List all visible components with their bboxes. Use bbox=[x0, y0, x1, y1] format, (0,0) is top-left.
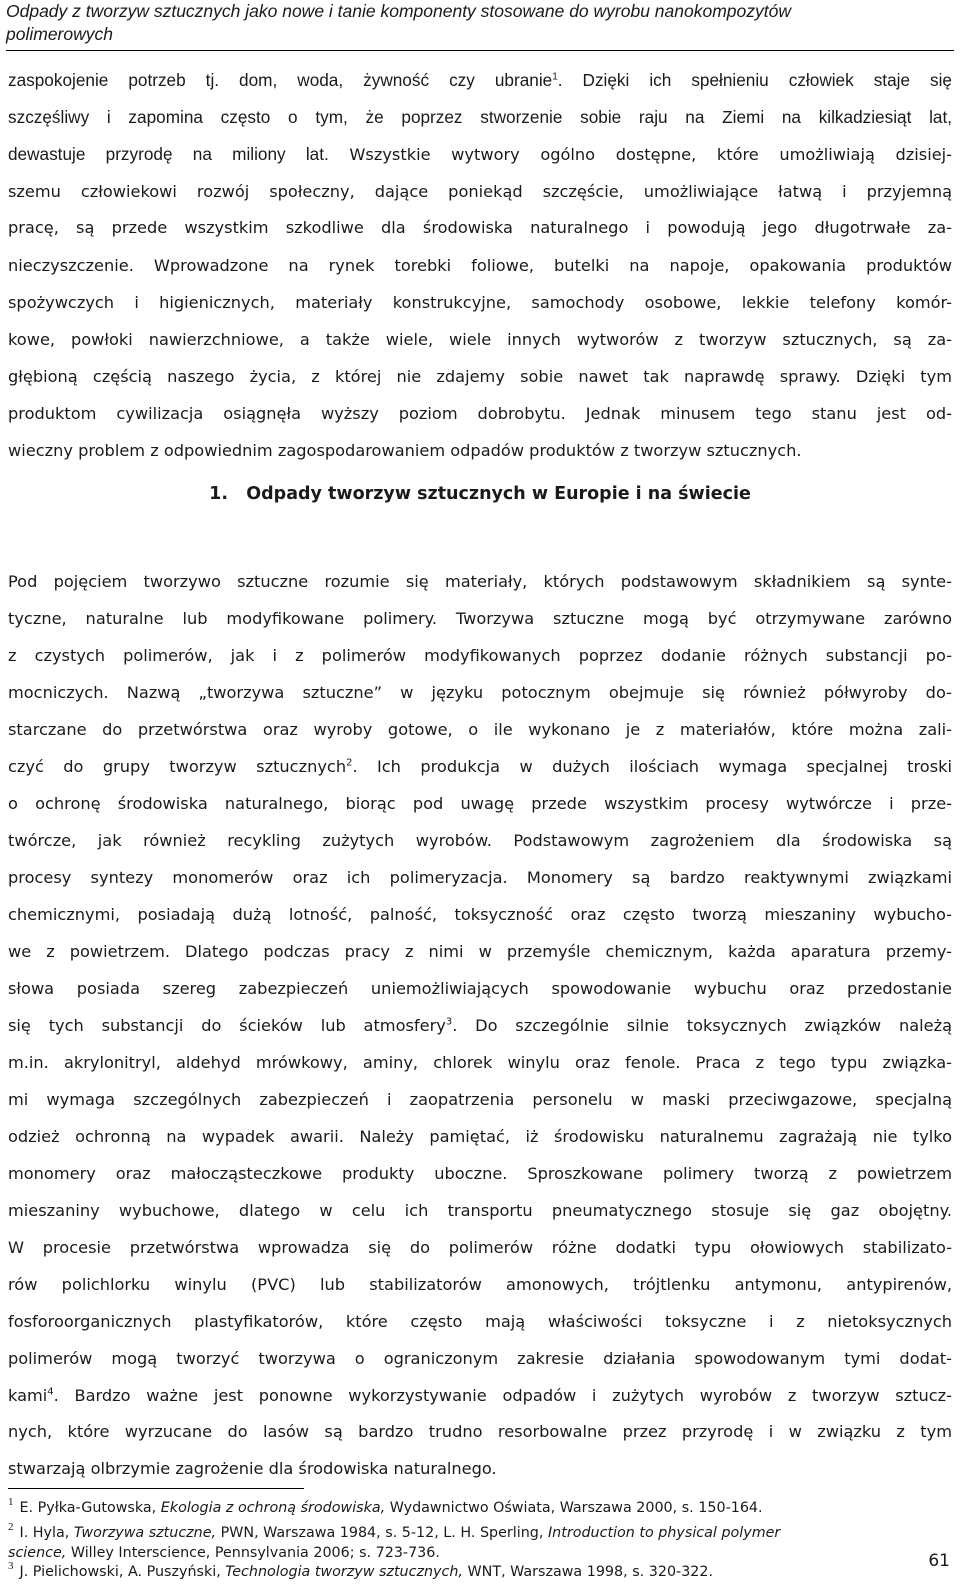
para1-line-4: szemu człowiekowi rozwój społeczny, dające poniekąd szczęście, umożliwiające łatwą i przyjemną bbox=[8, 182, 952, 201]
para2-line-18: mieszaniny wybuchowe, dlatego w celu ich transportu pneumatycznego stosuje się gaz obojętny. bbox=[8, 1201, 952, 1220]
footnote-separator bbox=[8, 1488, 304, 1489]
footnote-3: $^3$ J. Pielichowski, A. Puszyński, Technologia tworzyw sztucznych, WNT, Warszawa 1998, s. 320-322. bbox=[8, 1560, 714, 1580]
para2-line-10: chemicznymi, posiadają dużą lotność, palność, toksyczność oraz często tworzą mieszaniny wybucho- bbox=[8, 905, 952, 924]
para2-line-2: tyczne, naturalne lub modyfikowane polimery. Tworzywa sztuczne mogą być otrzymywane zarówno bbox=[8, 609, 952, 628]
para2-line-24: nych, które wyrzucane do lasów są bardzo trudno resorbowalne przez przyrodę i w związku z tym bbox=[8, 1422, 952, 1441]
para1-line-6: nieczyszczenie. Wprowadzone na rynek torebki foliowe, butelki na napoje, opakowania produktów bbox=[8, 256, 952, 275]
footnote-2: $^2$ I. Hyla, Tworzywa sztuczne, PWN, Warszawa 1984, s. 5-12, L. H. Sperling, Introduction to physical polymer bbox=[8, 1521, 781, 1541]
footnote-ref-4: 4 bbox=[47, 1386, 54, 1398]
para2-line-22: polimerów mogą tworzyć tworzywa o ograniczonym zakresie działania spowodowanym tymi dodat- bbox=[8, 1349, 952, 1368]
footnote-ref-2: 2 bbox=[346, 757, 353, 769]
para1-line-3: dewastuje przyrodę na miliony lat. Wszystkie wytwory ogólno dostępne, które umożliwiają dzisiej- bbox=[8, 144, 952, 164]
para2-line-15: mi wymaga szczególnych zabezpieczeń i zaopatrzenia personelu w maski przeciwgazowe, specjalną bbox=[8, 1090, 952, 1109]
para2-line-14: m.in. akrylonitryl, aldehyd mrówkowy, aminy, chlorek winylu oraz fenole. Praca z tego typu związka- bbox=[8, 1053, 952, 1072]
footnote-number: 2 bbox=[8, 1521, 14, 1533]
para2-line-23: kami$^4$. Bardzo ważne jest ponowne wykorzystywanie odpadów i zużytych wyrobów z tworzyw sztucz- bbox=[8, 1386, 952, 1405]
footnote-1: $^1$ E. Pyłka-Gutowska, Ekologia z ochroną środowiska, Wydawnictwo Oświata, Warszawa 2000, s. 150-164. bbox=[8, 1496, 763, 1516]
footnote-number: 3 bbox=[8, 1560, 14, 1572]
footnote-number: 1 bbox=[8, 1496, 14, 1508]
para2-line-5: starczane do przetwórstwa oraz wyroby gotowe, o ile wykonano je z materiałów, które można zali- bbox=[8, 720, 952, 739]
para2-line-1: Pod pojęciem tworzywo sztuczne rozumie się materiały, których podstawowym składnikiem są synte- bbox=[8, 572, 952, 591]
para2-line-20: rów polichlorku winylu (PVC) lub stabilizatorów amonowych, trójtlenku antymonu, antypirenów, bbox=[8, 1275, 952, 1294]
running-header-line2: polimerowych bbox=[6, 24, 113, 44]
running-header bbox=[6, 0, 954, 51]
section-number: 1. bbox=[209, 484, 228, 504]
para1-line-8: kowe, powłoki nawierzchniowe, a także wiele, wiele innych wytworów z tworzyw sztucznych, są za- bbox=[8, 330, 952, 349]
para1-line-9: głębioną częścią naszego życia, z której nie zdajemy sobie nawet tak naprawdę sprawy. Dzięki tym bbox=[8, 367, 952, 386]
para2-line-17: monomery oraz małocząsteczkowe produkty uboczne. Sproszkowane polimery tworzą z powietrzem bbox=[8, 1164, 952, 1183]
para2-line-13: się tych substancji do ścieków lub atmosfery$^3$. Do szczególnie silnie toksycznych związków należą bbox=[8, 1016, 952, 1035]
para1-line-10: produktom cywilizacja osiągnęła wyższy poziom dobrobytu. Jednak minusem tego stanu jest od- bbox=[8, 404, 952, 423]
para2-line-4: mocniczych. Nazwą „tworzywa sztuczne” w języku potocznym obejmuje się również półwyroby do- bbox=[8, 683, 952, 702]
para1-line-11: wieczny problem z odpowiednim zagospodarowaniem odpadów produktów z tworzyw sztucznych. bbox=[8, 441, 802, 460]
para2-line-16: odzież ochronną na wypadek awarii. Należy pamiętać, iż środowisku naturalnemu zagrażają nie tylko bbox=[8, 1127, 952, 1146]
para2-line-12: słowa posiada szereg zabezpieczeń uniemożliwiających spowodowanie wybuchu oraz przedostanie bbox=[8, 979, 952, 998]
para2-line-19: W procesie przetwórstwa wprowadza się do polimerów różne dodatki typu ołowiowych stabilizato- bbox=[8, 1238, 952, 1257]
para1-line-5: pracę, są przede wszystkim szkodliwe dla środowiska naturalnego i powodują jego długotrwałe za- bbox=[8, 218, 952, 237]
para2-line-11: we z powietrzem. Dlatego podczas pracy z nimi w przemyśle chemicznym, każda aparatura przemy- bbox=[8, 942, 952, 961]
para1-line-2: szczęśliwy i zapomina często o tym, że poprzez stworzenie sobie raju na Ziemi na kilkadziesiąt lat, bbox=[8, 107, 952, 127]
footnote-ref-1: 1 bbox=[552, 71, 558, 83]
para2-line-21: fosforoorganicznych plastyfikatorów, które często mają właściwości toksyczne i z nietoksycznych bbox=[8, 1312, 952, 1331]
para2-line-6: czyć do grupy tworzyw sztucznych$^2$. Ich produkcja w dużych ilościach wymaga specjalnej troski bbox=[8, 757, 952, 776]
para2-line-7: o ochronę środowiska naturalnego, biorąc pod uwagę przede wszystkim procesy wytwórcze i prze- bbox=[8, 794, 952, 813]
para2-line-8: twórcze, jak również recykling zużytych wyrobów. Podstawowym zagrożeniem dla środowiska są bbox=[8, 831, 952, 850]
running-header-line1: Odpady z tworzyw sztucznych jako nowe i tanie komponenty stosowane do wyrobu nanokompozytów bbox=[6, 1, 791, 21]
para2-line-9: procesy syntezy monomerów oraz ich polimeryzacja. Monomery są bardzo reaktywnymi związkami bbox=[8, 868, 952, 887]
section-heading bbox=[0, 484, 960, 504]
para2-line-3: z czystych polimerów, jak i z polimerów modyfikowanych poprzez dodanie różnych substancji po- bbox=[8, 646, 952, 665]
para2-line-25: stwarzają olbrzymie zagrożenie dla środowiska naturalnego. bbox=[8, 1459, 497, 1478]
section-title: Odpady tworzyw sztucznych w Europie i na świecie bbox=[246, 484, 751, 504]
footnote-2-continued: science, Willey Interscience, Pennsylvania 2006; s. 723-736. bbox=[8, 1545, 440, 1561]
page-number: 61 bbox=[928, 1551, 950, 1571]
footnote-ref-3: 3 bbox=[445, 1016, 453, 1028]
para1-line-7: spożywczych i higienicznych, materiały konstrukcyjne, samochody osobowe, lekkie telefony komór- bbox=[8, 293, 952, 312]
para1-line-1: zaspokojenie potrzeb tj. dom, woda, żywność czy ubranie$^1$. Dzięki ich spełnieniu człowiek staje się bbox=[8, 70, 952, 90]
